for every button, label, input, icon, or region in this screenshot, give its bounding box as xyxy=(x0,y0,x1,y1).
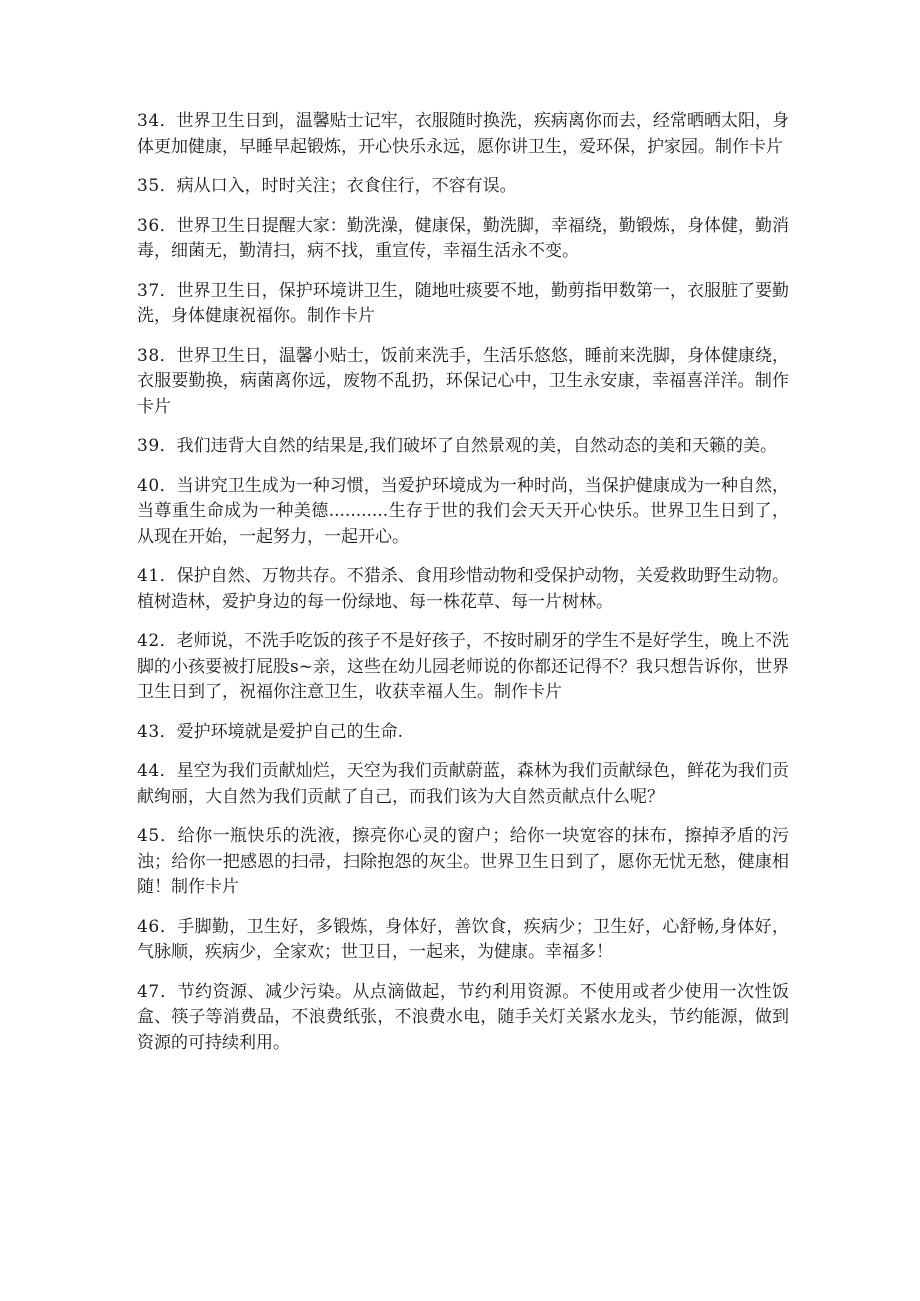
item-number: 43 xyxy=(137,721,160,742)
item-number: 40 xyxy=(137,475,160,496)
item-text: ．世界卫生日，温馨小贴士，饭前来洗手，生活乐悠悠，睡前来洗脚，身体健康绕，衣服要勤换，病菌离你远，废物不乱扔，环保记心中，卫生永安康，幸福喜洋洋。制作卡片 xyxy=(137,345,789,417)
item-number: 44 xyxy=(137,761,160,781)
list-item xyxy=(137,109,789,160)
list-item xyxy=(137,474,789,551)
item-text: ．节约资源、减少污染。从点滴做起，节约利用资源。不使用或者少使用一次性饭盒、筷子等消费品，不浪费纸张，不浪费水电，随手关灯关紧水龙头，节约能源，做到资源的可持续利用。 xyxy=(137,981,789,1053)
item-number: 38 xyxy=(137,345,160,366)
list-item xyxy=(137,629,789,706)
item-text: ．世界卫生日到，温馨贴士记牢，衣服随时换洗，疾病离你而去，经常晒晒太阳，身体更加健康，早睡早起锻炼，开心快乐永远，愿你讲卫生，爱环保，护家园。制作卡片 xyxy=(137,111,789,157)
list-item xyxy=(137,344,789,421)
item-text: ．给你一瓶快乐的洗液，擦亮你心灵的窗户；给你一块宽容的抹布，擦掉矛盾的污浊；给你一把感恩的扫帚，扫除抱怨的灰尘。世界卫生日到了，愿你无忧无愁，健康相随！制作卡片 xyxy=(137,826,789,897)
item-text: ．世界卫生日提醒大家：勤洗澡，健康保，勤洗脚，幸福绕，勤锻炼，身体健，勤消毒，细菌无，勤清扫，病不找，重宣传，幸福生活永不变。 xyxy=(137,215,789,261)
item-text: ．爱护环境就是爱护自己的生命. xyxy=(159,721,404,742)
item-number: 37 xyxy=(137,280,160,301)
item-text: ．我们违背大自然的结果是,我们破坏了自然景观的美，自然动态的美和天籁的美。 xyxy=(159,436,778,456)
list-item xyxy=(137,720,789,746)
list-item xyxy=(137,759,789,810)
list-item xyxy=(137,564,789,615)
document-body xyxy=(137,109,789,1070)
list-item xyxy=(137,915,789,966)
list-item xyxy=(137,434,789,460)
item-number: 46 xyxy=(137,916,160,937)
item-text: ．当讲究卫生成为一种习惯，当爱护环境成为一种时尚，当保护健康成为一种自然，当尊重生命成为一种美德...........生存于世的我们会天天开心快乐。世界卫生日到了，从现在开始，一起努力，一起开心。 xyxy=(137,475,789,547)
item-number: 47 xyxy=(137,981,160,1002)
item-number: 42 xyxy=(137,631,160,651)
item-text: ．手脚勤，卫生好，多锻炼，身体好，善饮食，疾病少；卫生好，心舒畅,身体好，气脉顺，疾病少，全家欢；世卫日，一起来，为健康。幸福多！ xyxy=(137,916,789,962)
item-number: 45 xyxy=(137,826,160,846)
list-item xyxy=(137,824,789,901)
item-number: 41 xyxy=(137,566,160,586)
item-text: ．世界卫生日，保护环境讲卫生，随地吐痰要不地，勤剪指甲数第一，衣服脏了要勤洗，身体健康祝福你。制作卡片 xyxy=(137,280,789,326)
item-text: ．保护自然、万物共存。不猎杀、食用珍惜动物和受保护动物，关爱救助野生动物。植树造林，爱护身边的每一份绿地、每一株花草、每一片树林。 xyxy=(137,566,789,612)
list-item xyxy=(137,279,789,330)
item-text: ．病从口入，时时关注；衣食住行，不容有误。 xyxy=(159,176,517,196)
list-item xyxy=(137,174,789,200)
item-number: 34 xyxy=(137,111,160,131)
item-number: 39 xyxy=(137,436,160,456)
item-text: ．老师说，不洗手吃饭的孩子不是好孩子，不按时刷牙的学生不是好学生，晚上不洗脚的小孩要被打屁股s~亲，这些在幼儿园老师说的你都还记得不？我只想告诉你，世界卫生日到了，祝福你注意卫生，收获幸福人生。制作卡片 xyxy=(137,631,789,702)
item-text: ．星空为我们贡献灿烂，天空为我们贡献蔚蓝，森林为我们贡献绿色，鲜花为我们贡献绚丽，大自然为我们贡献了自己，而我们该为大自然贡献点什么呢？ xyxy=(137,761,789,807)
item-number: 36 xyxy=(137,215,160,236)
list-item xyxy=(137,980,789,1057)
list-item xyxy=(137,214,789,265)
item-number: 35 xyxy=(137,176,160,196)
